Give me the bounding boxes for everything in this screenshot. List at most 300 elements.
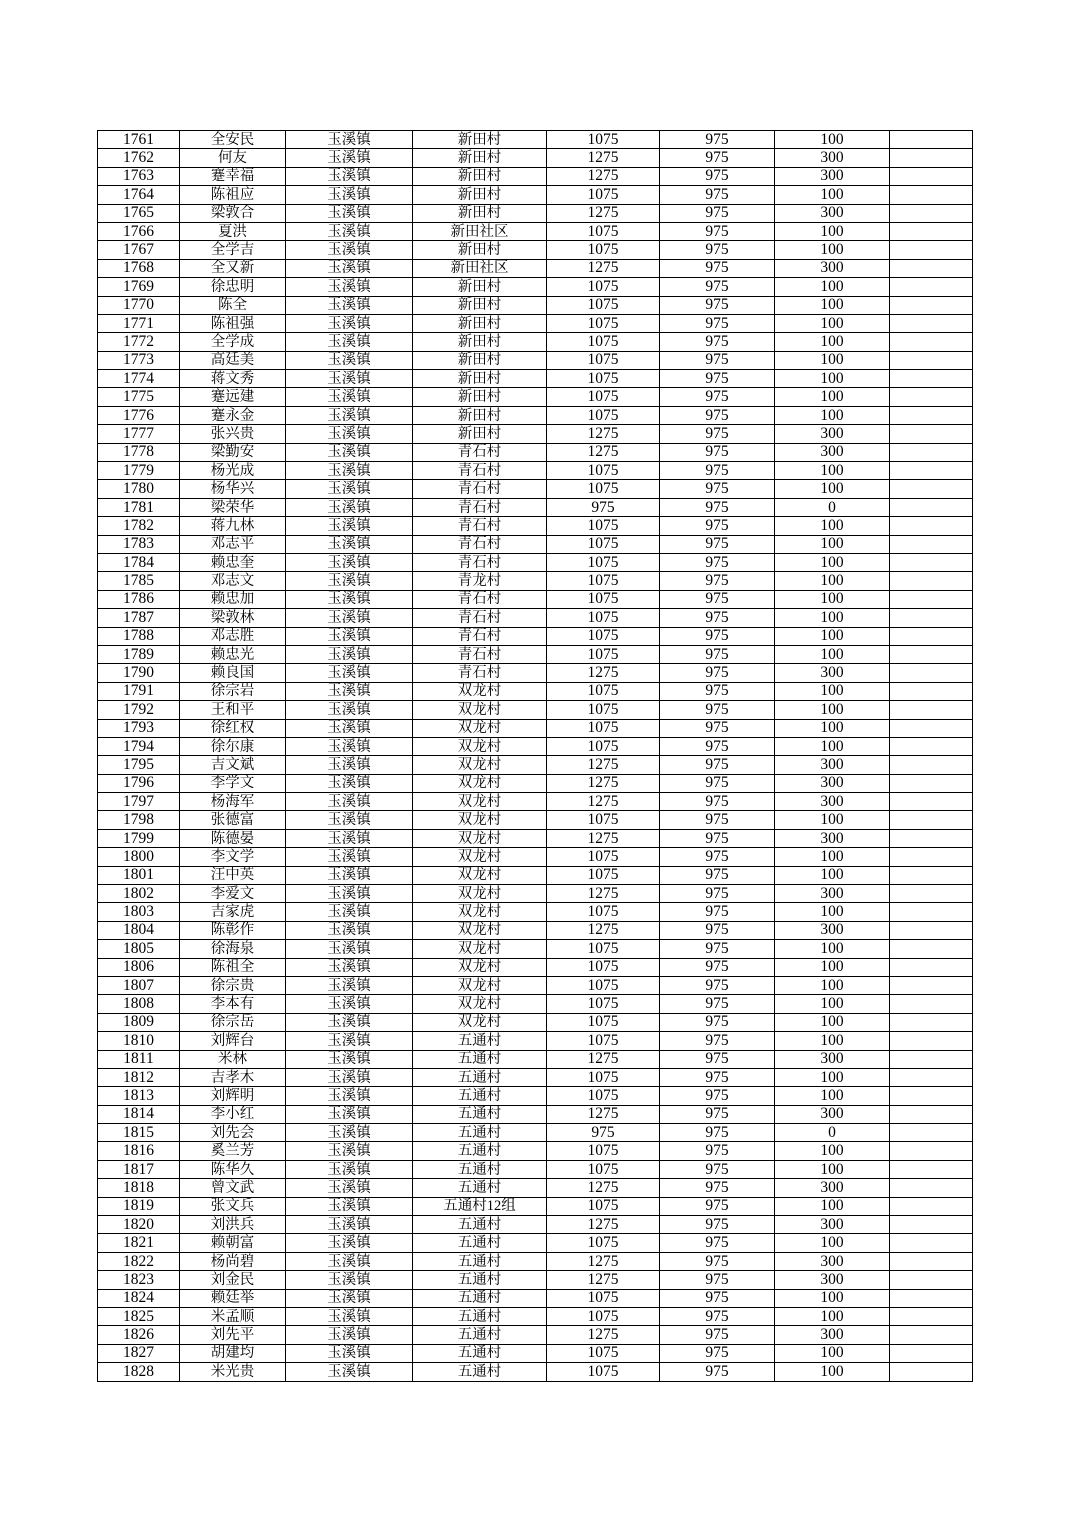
amount-a-cell: 1075: [547, 535, 660, 553]
amount-b-cell: 975: [660, 1363, 775, 1381]
note-cell: [890, 259, 973, 277]
row-number-cell: 1762: [98, 149, 180, 167]
town-cell: 玉溪镇: [286, 995, 413, 1013]
row-number-cell: 1773: [98, 351, 180, 369]
town-cell: 玉溪镇: [286, 737, 413, 755]
village-cell: 青石村: [413, 443, 547, 461]
village-cell: 五通村: [413, 1124, 547, 1142]
town-cell: 玉溪镇: [286, 1124, 413, 1142]
note-cell: [890, 278, 973, 296]
village-cell: 新田村: [413, 333, 547, 351]
note-cell: [890, 756, 973, 774]
town-cell: 玉溪镇: [286, 204, 413, 222]
amount-a-cell: 1275: [547, 885, 660, 903]
note-cell: [890, 682, 973, 700]
note-cell: [890, 1032, 973, 1050]
table-row: [98, 388, 973, 406]
amount-b-cell: 975: [660, 1344, 775, 1362]
row-number-cell: 1780: [98, 480, 180, 498]
town-cell: 玉溪镇: [286, 756, 413, 774]
amount-b-cell: 975: [660, 903, 775, 921]
amount-b-cell: 975: [660, 370, 775, 388]
town-cell: 玉溪镇: [286, 241, 413, 259]
amount-b-cell: 975: [660, 498, 775, 516]
row-number-cell: 1761: [98, 131, 180, 149]
amount-b-cell: 975: [660, 737, 775, 755]
name-cell: 汪中英: [180, 866, 286, 884]
amount-a-cell: 1275: [547, 1252, 660, 1270]
amount-a-cell: 1075: [547, 1068, 660, 1086]
village-cell: 青石村: [413, 590, 547, 608]
note-cell: [890, 811, 973, 829]
amount-a-cell: 1275: [547, 425, 660, 443]
amount-b-cell: 975: [660, 204, 775, 222]
village-cell: 新田村: [413, 186, 547, 204]
note-cell: [890, 885, 973, 903]
table-row: [98, 406, 973, 424]
note-cell: [890, 793, 973, 811]
row-number-cell: 1800: [98, 848, 180, 866]
amount-b-cell: 975: [660, 406, 775, 424]
row-number-cell: 1778: [98, 443, 180, 461]
village-cell: 新田村: [413, 425, 547, 443]
row-number-cell: 1787: [98, 609, 180, 627]
amount-a-cell: 1075: [547, 388, 660, 406]
name-cell: 刘辉明: [180, 1087, 286, 1105]
town-cell: 玉溪镇: [286, 701, 413, 719]
note-cell: [890, 1326, 973, 1344]
difference-cell: 300: [775, 425, 890, 443]
town-cell: 玉溪镇: [286, 1068, 413, 1086]
row-number-cell: 1771: [98, 314, 180, 332]
note-cell: [890, 1216, 973, 1234]
amount-b-cell: 975: [660, 222, 775, 240]
row-number-cell: 1818: [98, 1179, 180, 1197]
name-cell: 刘金民: [180, 1271, 286, 1289]
amount-a-cell: 1275: [547, 167, 660, 185]
amount-b-cell: 975: [660, 701, 775, 719]
amount-a-cell: 1275: [547, 774, 660, 792]
table-row: [98, 793, 973, 811]
village-cell: 双龙村: [413, 903, 547, 921]
table-row: [98, 885, 973, 903]
table-row: [98, 462, 973, 480]
note-cell: [890, 1068, 973, 1086]
note-cell: [890, 664, 973, 682]
village-cell: 五通村: [413, 1289, 547, 1307]
amount-b-cell: 975: [660, 1124, 775, 1142]
village-cell: 五通村: [413, 1068, 547, 1086]
amount-b-cell: 975: [660, 535, 775, 553]
amount-a-cell: 1075: [547, 866, 660, 884]
town-cell: 玉溪镇: [286, 388, 413, 406]
row-number-cell: 1767: [98, 241, 180, 259]
note-cell: [890, 645, 973, 663]
name-cell: 奚兰芳: [180, 1142, 286, 1160]
village-cell: 双龙村: [413, 756, 547, 774]
town-cell: 玉溪镇: [286, 314, 413, 332]
name-cell: 徐宗岩: [180, 682, 286, 700]
village-cell: 五通村: [413, 1308, 547, 1326]
village-cell: 双龙村: [413, 940, 547, 958]
note-cell: [890, 1142, 973, 1160]
town-cell: 玉溪镇: [286, 976, 413, 994]
town-cell: 玉溪镇: [286, 149, 413, 167]
amount-a-cell: 1275: [547, 1326, 660, 1344]
town-cell: 玉溪镇: [286, 296, 413, 314]
town-cell: 玉溪镇: [286, 1013, 413, 1031]
note-cell: [890, 1013, 973, 1031]
amount-a-cell: 1075: [547, 1013, 660, 1031]
note-cell: [890, 1160, 973, 1178]
note-cell: [890, 829, 973, 847]
town-cell: 玉溪镇: [286, 627, 413, 645]
table-row: [98, 903, 973, 921]
note-cell: [890, 1197, 973, 1215]
name-cell: 吉家虎: [180, 903, 286, 921]
table-row: [98, 278, 973, 296]
note-cell: [890, 462, 973, 480]
row-number-cell: 1801: [98, 866, 180, 884]
town-cell: 玉溪镇: [286, 590, 413, 608]
name-cell: 蒋文秀: [180, 370, 286, 388]
difference-cell: 100: [775, 1032, 890, 1050]
amount-b-cell: 975: [660, 1013, 775, 1031]
town-cell: 玉溪镇: [286, 131, 413, 149]
note-cell: [890, 406, 973, 424]
row-number-cell: 1821: [98, 1234, 180, 1252]
table-row: [98, 811, 973, 829]
table-row: [98, 351, 973, 369]
village-cell: 五通村: [413, 1216, 547, 1234]
row-number-cell: 1789: [98, 645, 180, 663]
village-cell: 青石村: [413, 627, 547, 645]
name-cell: 邓志文: [180, 572, 286, 590]
village-cell: 新田村: [413, 314, 547, 332]
village-cell: 双龙村: [413, 848, 547, 866]
name-cell: 蒋九林: [180, 517, 286, 535]
table-row: [98, 259, 973, 277]
village-cell: 双龙村: [413, 774, 547, 792]
table-row: [98, 774, 973, 792]
table-row: [98, 1252, 973, 1270]
table-row: [98, 498, 973, 516]
town-cell: 玉溪镇: [286, 885, 413, 903]
difference-cell: 300: [775, 149, 890, 167]
town-cell: 玉溪镇: [286, 866, 413, 884]
name-cell: 梁敦合: [180, 204, 286, 222]
town-cell: 玉溪镇: [286, 1344, 413, 1362]
amount-b-cell: 975: [660, 1308, 775, 1326]
name-cell: 陈全: [180, 296, 286, 314]
town-cell: 玉溪镇: [286, 958, 413, 976]
row-number-cell: 1822: [98, 1252, 180, 1270]
name-cell: 李学文: [180, 774, 286, 792]
village-cell: 新田社区: [413, 259, 547, 277]
amount-b-cell: 975: [660, 259, 775, 277]
name-cell: 陈祖应: [180, 186, 286, 204]
name-cell: 米孟顺: [180, 1308, 286, 1326]
difference-cell: 100: [775, 1234, 890, 1252]
difference-cell: 100: [775, 645, 890, 663]
table-row: [98, 480, 973, 498]
note-cell: [890, 737, 973, 755]
town-cell: 玉溪镇: [286, 793, 413, 811]
amount-b-cell: 975: [660, 1087, 775, 1105]
village-cell: 五通村: [413, 1050, 547, 1068]
difference-cell: 300: [775, 756, 890, 774]
table-row: [98, 940, 973, 958]
amount-b-cell: 975: [660, 1068, 775, 1086]
amount-a-cell: 1075: [547, 314, 660, 332]
difference-cell: 300: [775, 793, 890, 811]
row-number-cell: 1797: [98, 793, 180, 811]
table-row: [98, 425, 973, 443]
town-cell: 玉溪镇: [286, 829, 413, 847]
amount-b-cell: 975: [660, 1050, 775, 1068]
row-number-cell: 1810: [98, 1032, 180, 1050]
table-row: [98, 756, 973, 774]
note-cell: [890, 1105, 973, 1123]
row-number-cell: 1783: [98, 535, 180, 553]
amount-a-cell: 1075: [547, 719, 660, 737]
amount-b-cell: 975: [660, 572, 775, 590]
row-number-cell: 1817: [98, 1160, 180, 1178]
table-row: [98, 701, 973, 719]
village-cell: 青石村: [413, 664, 547, 682]
difference-cell: 100: [775, 462, 890, 480]
table-row: [98, 572, 973, 590]
row-number-cell: 1827: [98, 1344, 180, 1362]
name-cell: 高廷美: [180, 351, 286, 369]
table-row: [98, 719, 973, 737]
row-number-cell: 1798: [98, 811, 180, 829]
table-row: [98, 443, 973, 461]
amount-b-cell: 975: [660, 462, 775, 480]
amount-b-cell: 975: [660, 517, 775, 535]
difference-cell: 300: [775, 1179, 890, 1197]
village-cell: 青石村: [413, 609, 547, 627]
village-cell: 五通村: [413, 1344, 547, 1362]
amount-a-cell: 1075: [547, 1234, 660, 1252]
town-cell: 玉溪镇: [286, 498, 413, 516]
table-row: [98, 645, 973, 663]
row-number-cell: 1813: [98, 1087, 180, 1105]
village-cell: 双龙村: [413, 719, 547, 737]
difference-cell: 100: [775, 1013, 890, 1031]
village-cell: 双龙村: [413, 701, 547, 719]
note-cell: [890, 131, 973, 149]
town-cell: 玉溪镇: [286, 535, 413, 553]
note-cell: [890, 1050, 973, 1068]
village-cell: 新田村: [413, 149, 547, 167]
difference-cell: 100: [775, 682, 890, 700]
amount-a-cell: 1075: [547, 940, 660, 958]
amount-a-cell: 1075: [547, 333, 660, 351]
name-cell: 李文学: [180, 848, 286, 866]
note-cell: [890, 848, 973, 866]
difference-cell: 100: [775, 388, 890, 406]
table-row: [98, 848, 973, 866]
table-row: [98, 186, 973, 204]
amount-a-cell: 1075: [547, 609, 660, 627]
name-cell: 全学成: [180, 333, 286, 351]
amount-b-cell: 975: [660, 811, 775, 829]
name-cell: 全又新: [180, 259, 286, 277]
table-row: [98, 1271, 973, 1289]
village-cell: 新田村: [413, 204, 547, 222]
town-cell: 玉溪镇: [286, 517, 413, 535]
town-cell: 玉溪镇: [286, 278, 413, 296]
amount-a-cell: 1075: [547, 241, 660, 259]
note-cell: [890, 314, 973, 332]
village-cell: 五通村: [413, 1087, 547, 1105]
difference-cell: 100: [775, 1308, 890, 1326]
amount-a-cell: 1275: [547, 793, 660, 811]
amount-a-cell: 1275: [547, 259, 660, 277]
village-cell: 双龙村: [413, 1013, 547, 1031]
amount-b-cell: 975: [660, 995, 775, 1013]
difference-cell: 100: [775, 1142, 890, 1160]
table-row: [98, 958, 973, 976]
village-cell: 青石村: [413, 480, 547, 498]
village-cell: 青石村: [413, 498, 547, 516]
name-cell: 徐宗贵: [180, 976, 286, 994]
amount-b-cell: 975: [660, 664, 775, 682]
village-cell: 双龙村: [413, 995, 547, 1013]
name-cell: 徐海泉: [180, 940, 286, 958]
table-row: [98, 241, 973, 259]
table-row: [98, 1234, 973, 1252]
amount-b-cell: 975: [660, 388, 775, 406]
amount-b-cell: 975: [660, 1142, 775, 1160]
amount-b-cell: 975: [660, 314, 775, 332]
amount-b-cell: 975: [660, 1216, 775, 1234]
table-row: [98, 1032, 973, 1050]
note-cell: [890, 774, 973, 792]
village-cell: 新田村: [413, 131, 547, 149]
village-cell: 双龙村: [413, 682, 547, 700]
town-cell: 玉溪镇: [286, 682, 413, 700]
difference-cell: 100: [775, 1160, 890, 1178]
town-cell: 玉溪镇: [286, 848, 413, 866]
name-cell: 赖朝富: [180, 1234, 286, 1252]
name-cell: 陈德晏: [180, 829, 286, 847]
village-cell: 五通村: [413, 1179, 547, 1197]
amount-a-cell: 1275: [547, 149, 660, 167]
table-row: [98, 590, 973, 608]
amount-b-cell: 975: [660, 131, 775, 149]
amount-a-cell: 1075: [547, 995, 660, 1013]
name-cell: 徐宗岳: [180, 1013, 286, 1031]
town-cell: 玉溪镇: [286, 1271, 413, 1289]
table-row: [98, 1216, 973, 1234]
amount-a-cell: 1075: [547, 278, 660, 296]
difference-cell: 300: [775, 1271, 890, 1289]
difference-cell: 100: [775, 737, 890, 755]
difference-cell: 100: [775, 333, 890, 351]
village-cell: 青石村: [413, 462, 547, 480]
table-body: [98, 131, 973, 1382]
difference-cell: 0: [775, 498, 890, 516]
row-number-cell: 1793: [98, 719, 180, 737]
town-cell: 玉溪镇: [286, 921, 413, 939]
town-cell: 玉溪镇: [286, 167, 413, 185]
row-number-cell: 1777: [98, 425, 180, 443]
town-cell: 玉溪镇: [286, 719, 413, 737]
name-cell: 胡建均: [180, 1344, 286, 1362]
amount-a-cell: 1075: [547, 572, 660, 590]
amount-b-cell: 975: [660, 1326, 775, 1344]
difference-cell: 100: [775, 572, 890, 590]
town-cell: 玉溪镇: [286, 1050, 413, 1068]
amount-a-cell: 1075: [547, 645, 660, 663]
row-number-cell: 1792: [98, 701, 180, 719]
name-cell: 徐忠明: [180, 278, 286, 296]
amount-b-cell: 975: [660, 1179, 775, 1197]
amount-a-cell: 1075: [547, 958, 660, 976]
table-row: [98, 167, 973, 185]
name-cell: 夏洪: [180, 222, 286, 240]
amount-b-cell: 975: [660, 921, 775, 939]
village-cell: 五通村: [413, 1252, 547, 1270]
village-cell: 新田村: [413, 278, 547, 296]
village-cell: 五通村: [413, 1105, 547, 1123]
note-cell: [890, 517, 973, 535]
amount-b-cell: 975: [660, 1160, 775, 1178]
amount-a-cell: 1075: [547, 903, 660, 921]
amount-b-cell: 975: [660, 1197, 775, 1215]
difference-cell: 300: [775, 167, 890, 185]
town-cell: 玉溪镇: [286, 553, 413, 571]
amount-a-cell: 1075: [547, 370, 660, 388]
difference-cell: 100: [775, 517, 890, 535]
table-row: [98, 921, 973, 939]
note-cell: [890, 1234, 973, 1252]
difference-cell: 100: [775, 406, 890, 424]
note-cell: [890, 1308, 973, 1326]
town-cell: 玉溪镇: [286, 406, 413, 424]
note-cell: [890, 296, 973, 314]
note-cell: [890, 921, 973, 939]
difference-cell: 100: [775, 940, 890, 958]
village-cell: 新田村: [413, 370, 547, 388]
name-cell: 杨海军: [180, 793, 286, 811]
town-cell: 玉溪镇: [286, 940, 413, 958]
note-cell: [890, 903, 973, 921]
town-cell: 玉溪镇: [286, 1087, 413, 1105]
town-cell: 玉溪镇: [286, 1252, 413, 1270]
difference-cell: 100: [775, 1068, 890, 1086]
amount-b-cell: 975: [660, 627, 775, 645]
town-cell: 玉溪镇: [286, 572, 413, 590]
town-cell: 玉溪镇: [286, 1105, 413, 1123]
town-cell: 玉溪镇: [286, 811, 413, 829]
amount-b-cell: 975: [660, 719, 775, 737]
town-cell: 玉溪镇: [286, 480, 413, 498]
name-cell: 刘先会: [180, 1124, 286, 1142]
village-cell: 青石村: [413, 517, 547, 535]
amount-a-cell: 1075: [547, 462, 660, 480]
difference-cell: 300: [775, 1216, 890, 1234]
difference-cell: 100: [775, 1363, 890, 1381]
row-number-cell: 1824: [98, 1289, 180, 1307]
village-cell: 双龙村: [413, 921, 547, 939]
difference-cell: 100: [775, 958, 890, 976]
amount-a-cell: 1075: [547, 627, 660, 645]
amount-b-cell: 975: [660, 241, 775, 259]
name-cell: 刘先平: [180, 1326, 286, 1344]
